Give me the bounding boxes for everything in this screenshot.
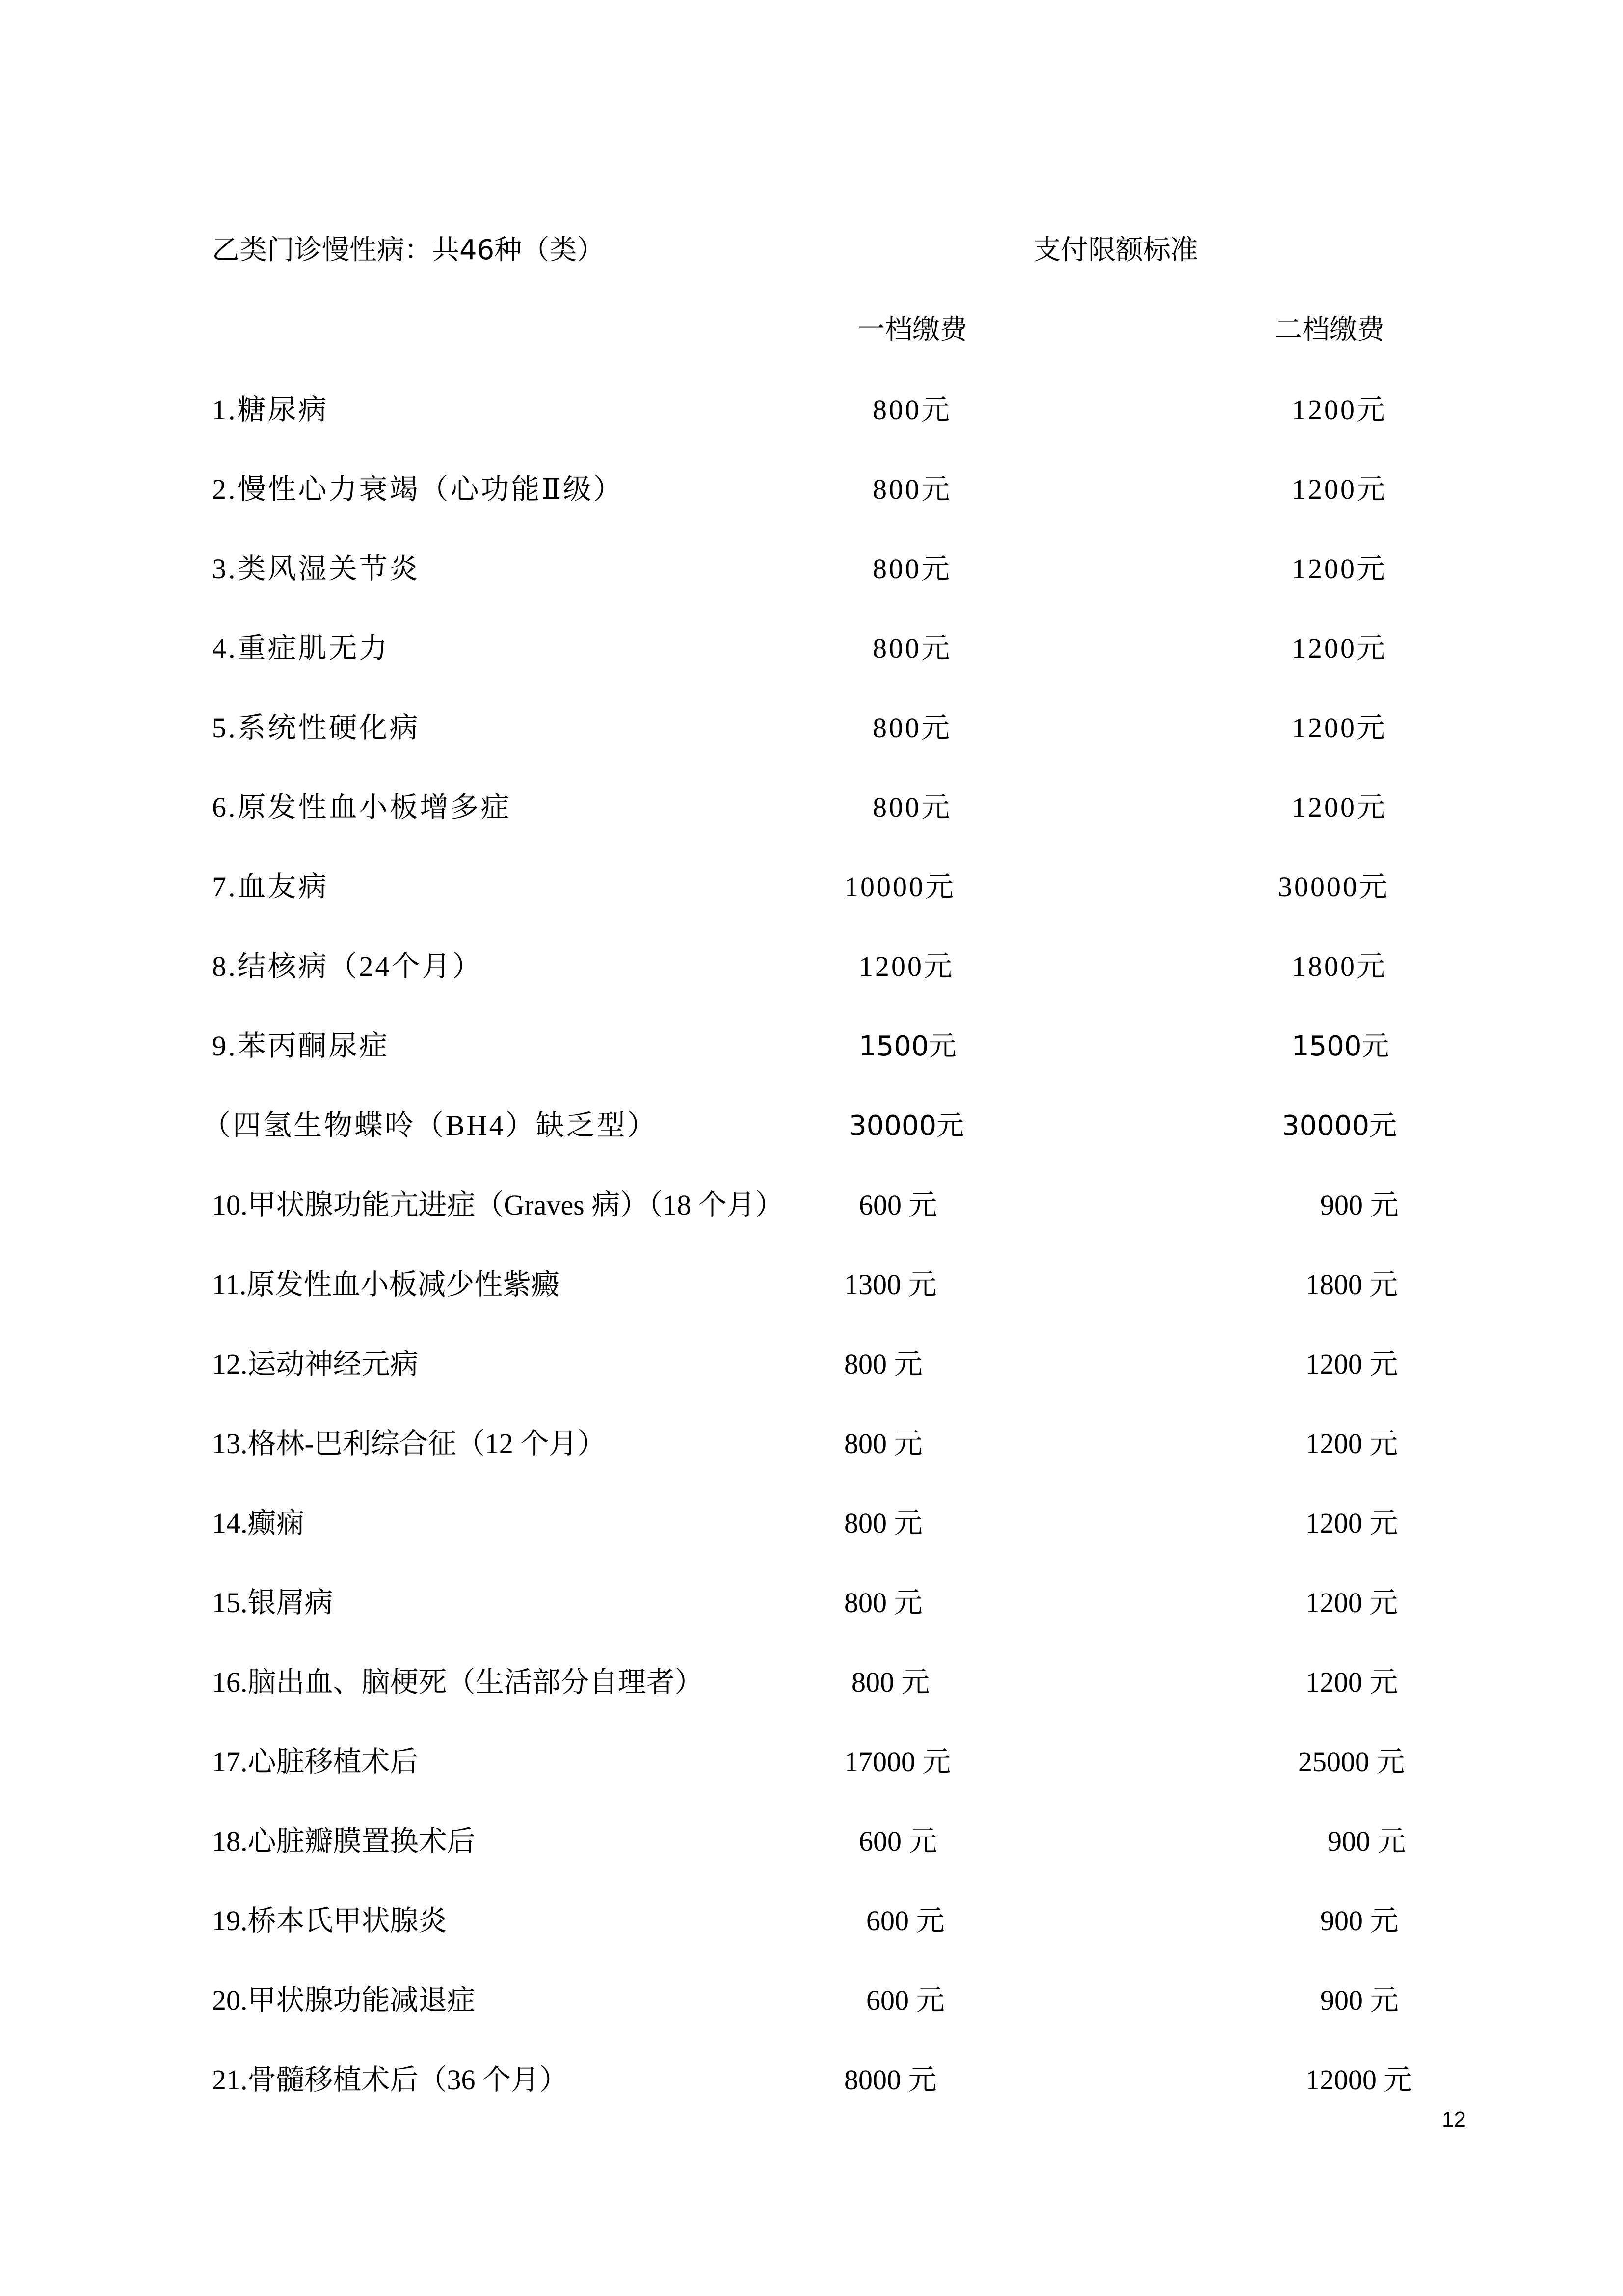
disease-name: 9.苯丙酮尿症 (212, 1030, 390, 1062)
tier2-limit: 1200元 (1292, 473, 1387, 505)
tier2-limit: 1200元 (1292, 394, 1387, 426)
tier1-limit: 800元 (873, 553, 952, 585)
tier2-limit: 1200元 (1292, 632, 1387, 664)
section-title: 乙类门诊慢性病：共46种（类） (212, 234, 605, 266)
tier2-column-header: 二档缴费 (1275, 314, 1384, 346)
tier1-limit: 800 元 (844, 1587, 923, 1619)
tier1-limit: 800元 (873, 712, 952, 744)
tier1-limit: 600 元 (866, 1905, 945, 1937)
disease-name: 20.甲状腺功能减退症 (212, 1984, 476, 2016)
disease-name: 7.血友病 (212, 871, 329, 903)
tier1-limit: 10000元 (844, 871, 956, 903)
tier1-limit: 800 元 (844, 1348, 923, 1380)
disease-name: 5.系统性硬化病 (212, 712, 420, 744)
disease-name: 13.格林-巴利综合征（12 个月） (212, 1428, 606, 1459)
disease-name: 15.银屑病 (212, 1587, 333, 1619)
payment-standard-header: 支付限额标准 (1033, 234, 1198, 266)
disease-name: 18.心脏瓣膜置换术后 (212, 1825, 476, 1857)
tier2-limit: 1200元 (1292, 712, 1387, 744)
disease-name: （四氢生物蝶呤（BH4）缺乏型） (202, 1109, 658, 1141)
tier2-limit: 1200元 (1292, 553, 1387, 585)
tier2-limit: 1200元 (1292, 791, 1387, 823)
page-number: 12 (1442, 2107, 1466, 2132)
tier2-limit: 1200 元 (1305, 1587, 1398, 1619)
tier1-limit: 1300 元 (844, 1269, 937, 1300)
tier2-limit: 1200 元 (1305, 1348, 1398, 1380)
tier1-limit: 30000元 (849, 1110, 964, 1142)
tier2-limit: 1200 元 (1305, 1666, 1398, 1698)
tier2-limit: 25000 元 (1298, 1746, 1405, 1778)
tier1-column-header: 一档缴费 (857, 314, 967, 346)
tier1-limit: 8000 元 (844, 2064, 937, 2096)
tier1-limit: 1500元 (859, 1030, 957, 1062)
tier2-limit: 1500元 (1292, 1030, 1389, 1062)
tier1-limit: 800元 (873, 791, 952, 823)
tier1-limit: 800元 (873, 632, 952, 664)
tier2-limit: 30000元 (1282, 1110, 1397, 1142)
tier1-limit: 800元 (873, 473, 952, 505)
tier2-limit: 12000 元 (1305, 2064, 1412, 2096)
tier2-limit: 900 元 (1320, 1984, 1399, 2016)
disease-name: 6.原发性血小板增多症 (212, 791, 511, 823)
tier1-limit: 800元 (873, 394, 952, 426)
tier2-limit: 900 元 (1320, 1189, 1399, 1221)
tier2-limit: 1800 元 (1305, 1269, 1398, 1300)
tier1-limit: 800 元 (844, 1507, 923, 1539)
disease-name: 14.癫痫 (212, 1507, 305, 1539)
disease-name: 8.结核病（24个月） (212, 950, 483, 982)
tier2-limit: 1200 元 (1305, 1428, 1398, 1459)
tier1-limit: 800 元 (851, 1666, 930, 1698)
tier2-limit: 900 元 (1328, 1825, 1406, 1857)
disease-name: 11.原发性血小板减少性紫癜 (212, 1269, 560, 1300)
tier2-limit: 30000元 (1278, 871, 1390, 903)
tier1-limit: 1200元 (859, 950, 955, 982)
disease-name: 4.重症肌无力 (212, 632, 390, 664)
tier1-limit: 600 元 (866, 1984, 945, 2016)
tier2-limit: 1200 元 (1305, 1507, 1398, 1539)
tier1-limit: 800 元 (844, 1428, 923, 1459)
disease-name: 2.慢性心力衰竭（心功能Ⅱ级） (212, 473, 624, 505)
disease-name: 12.运动神经元病 (212, 1348, 419, 1380)
disease-name: 16.脑出血、脑梗死（生活部分自理者） (212, 1666, 703, 1698)
tier1-limit: 600 元 (859, 1825, 937, 1857)
tier2-limit: 900 元 (1320, 1905, 1399, 1937)
disease-name: 21.骨髓移植术后（36 个月） (212, 2064, 568, 2096)
tier2-limit: 1800元 (1292, 950, 1387, 982)
disease-name: 3.类风湿关节炎 (212, 553, 420, 585)
tier1-limit: 600 元 (859, 1189, 937, 1221)
disease-name: 1.糖尿病 (212, 394, 329, 426)
disease-name: 17.心脏移植术后 (212, 1746, 419, 1778)
disease-name: 19.桥本氏甲状腺炎 (212, 1905, 447, 1937)
disease-name: 10.甲状腺功能亢进症（Graves 病）（18 个月） (212, 1189, 784, 1221)
tier1-limit: 17000 元 (844, 1746, 951, 1778)
